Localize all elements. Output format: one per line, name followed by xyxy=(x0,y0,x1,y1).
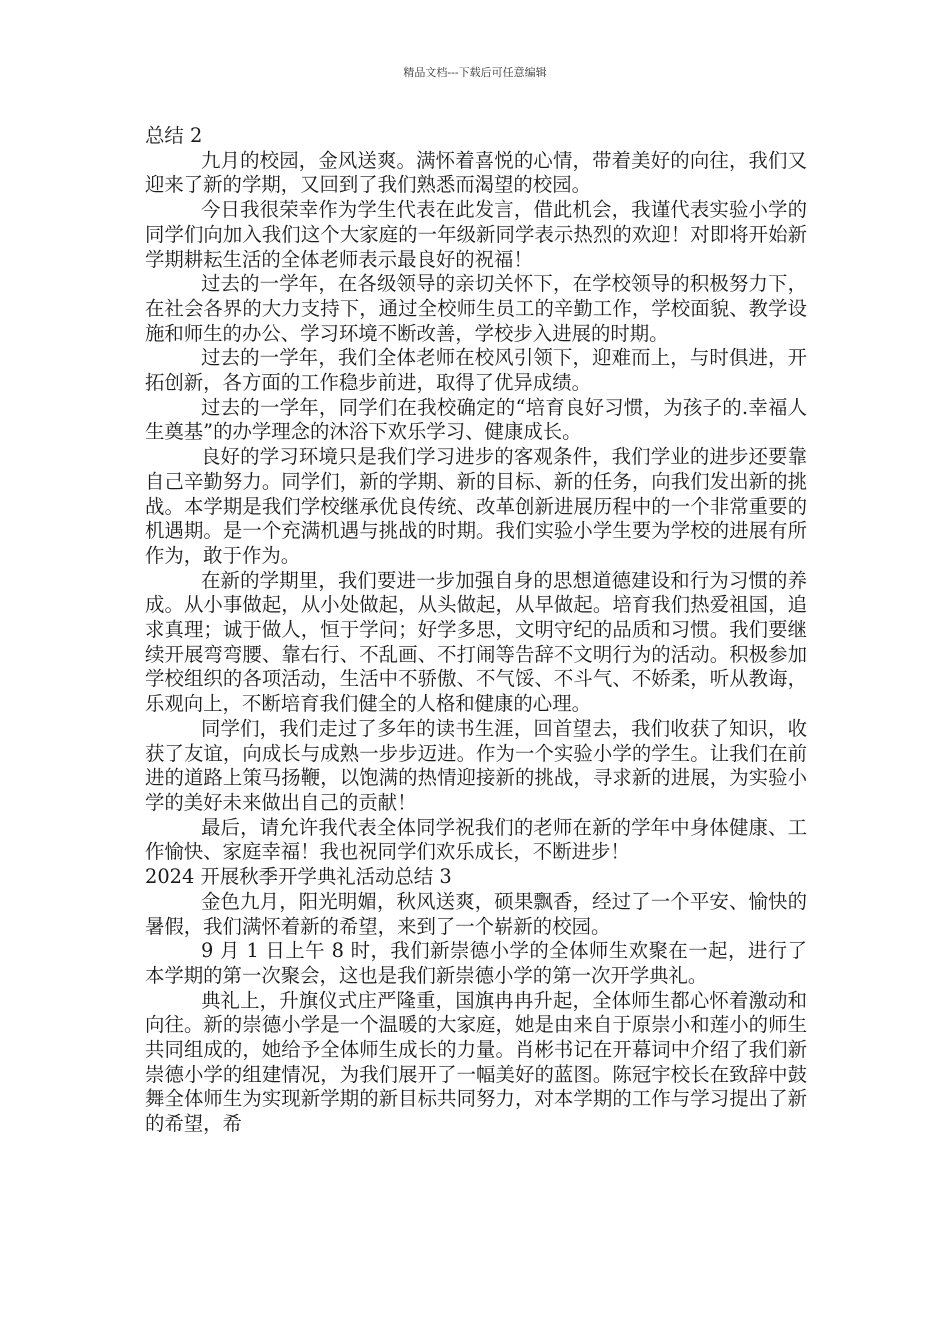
section-heading: 2024 开展秋季开学典礼活动总结 3 xyxy=(145,865,452,889)
body-paragraph: 九月的校园，金风送爽。满怀着喜悦的心情，带着美好的向往，我们又迎来了新的学期，又回到了我们熟悉而渴望的校园。 xyxy=(145,148,807,197)
body-paragraph: 金色九月，阳光明媚，秋风送爽，硕果飘香，经过了一个平安、愉快的暑假，我们满怀着新的希望，来到了一个崭新的校园。 xyxy=(145,889,807,938)
body-paragraph: 今日我很荣幸作为学生代表在此发言，借此机会，我谨代表实验小学的同学们向加入我们这个大家庭的一年级新同学表示热烈的欢迎！对即将开始新学期耕耘生活的全体老师表示最良好的祝福！ xyxy=(145,198,807,271)
page-header-watermark: 精品文档---下载后可任意编辑 xyxy=(403,66,547,79)
body-paragraph: 9 月 1 日上午 8 时，我们新崇德小学的全体师生欢聚在一起，进行了本学期的第一次聚会，这也是我们新崇德小学的第一次开学典礼。 xyxy=(145,939,807,987)
body-paragraph: 过去的一学年，我们全体老师在校风引领下，迎难而上，与时俱进，开拓创新，各方面的工作稳步前进，取得了优异成绩。 xyxy=(145,346,807,395)
body-paragraph: 过去的一学年，在各级领导的亲切关怀下，在学校领导的积极努力下，在社会各界的大力支持下，通过全校师生员工的辛勤工作，学校面貌、教学设施和师生的办公、学习环境不断改善，学校步入进展的时期。 xyxy=(145,272,807,345)
body-paragraph: 同学们，我们走过了多年的读书生涯，回首望去，我们收获了知识，收获了友谊，向成长与成熟一步步迈进。作为一个实验小学的学生。让我们在前进的道路上策马扬鞭，以饱满的热情迎接新的挑战，寻求新的进展，为实验小学的美好未来做出自己的贡献！ xyxy=(145,716,807,814)
document-body xyxy=(145,124,807,1137)
body-paragraph: 典礼上，升旗仪式庄严隆重，国旗冉冉升起，全体师生都心怀着激动和向往。新的崇德小学是一个温暖的大家庭，她是由来自于原崇小和莲小的师生共同组成的，她给予全体师生成长的力量。肖彬书记在开幕词中介绍了我们新崇德小学的组建情况，为我们展开了一幅美好的蓝图。陈冠宇校长在致辞中鼓舞全体师生为实现新学期的新目标共同努力，对本学期的工作与学习提出了新的希望，希 xyxy=(145,988,807,1136)
section-heading: 总结 2 xyxy=(145,124,203,147)
body-paragraph: 在新的学期里，我们要进一步加强自身的思想道德建设和行为习惯的养成。从小事做起，从小处做起，从头做起，从早做起。培育我们热爱祖国，追求真理；诚于做人，恒于学问；好学多思，文明守纪的品质和习惯。我们要继续开展弯弯腰、靠右行、不乱画、不打闹等告辞不文明行为的活动。积极参加学校组织的各项活动，生活中不骄傲、不气馁、不斗气、不娇柔，听从教诲，乐观向上，不断培育我们健全的人格和健康的心理。 xyxy=(145,568,807,716)
body-paragraph: 良好的学习环境只是我们学习进步的客观条件，我们学业的进步还要靠自己辛勤努力。同学们，新的学期、新的目标、新的任务，向我们发出新的挑战。本学期是我们学校继承优良传统、改革创新进展历程中的一个非常重要的机遇期。是一个充满机遇与挑战的时期。我们实验小学生要为学校的进展有所作为，敢于作为。 xyxy=(145,445,807,567)
body-paragraph: 过去的一学年，同学们在我校确定的“培育良好习惯，为孩子的.幸福人生奠基”的办学理念的沐浴下欢乐学习、健康成长。 xyxy=(145,395,807,444)
body-paragraph: 最后，请允许我代表全体同学祝我们的老师在新的学年中身体健康、工作愉快、家庭幸福！我也祝同学们欢乐成长，不断进步！ xyxy=(145,815,807,864)
